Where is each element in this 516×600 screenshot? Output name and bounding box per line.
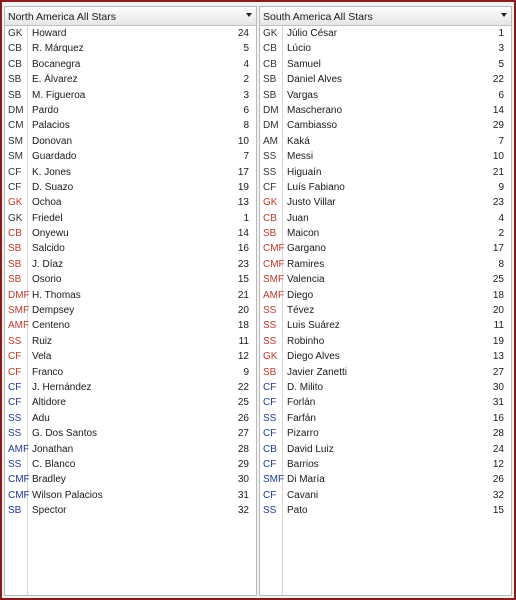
player-position: CF	[8, 351, 22, 363]
player-row[interactable]	[5, 211, 256, 226]
player-row[interactable]	[5, 288, 256, 303]
player-name: Lúcio	[287, 43, 311, 55]
player-number: 25	[492, 274, 504, 286]
player-position: CF	[263, 381, 277, 393]
player-name: Ruiz	[32, 335, 53, 347]
player-number: 31	[492, 397, 504, 409]
player-row[interactable]	[260, 180, 511, 195]
player-position: CB	[8, 43, 22, 55]
player-number: 15	[237, 274, 249, 286]
player-number: 7	[243, 151, 249, 163]
player-position: SS	[263, 412, 277, 424]
player-position: AM	[263, 135, 278, 147]
player-name: Franco	[32, 366, 64, 378]
player-row[interactable]	[260, 211, 511, 226]
player-position: SB	[263, 366, 277, 378]
player-name: Bradley	[32, 474, 66, 486]
player-number: 9	[243, 366, 249, 378]
player-number: 16	[237, 243, 249, 255]
player-row[interactable]	[5, 442, 256, 457]
player-position: CF	[263, 181, 277, 193]
player-row[interactable]	[5, 349, 256, 364]
player-name: Di María	[287, 474, 325, 486]
player-name: Spector	[32, 505, 67, 517]
player-name: Messi	[287, 151, 314, 163]
player-row[interactable]	[5, 395, 256, 410]
player-number: 3	[243, 89, 249, 101]
player-position: DM	[263, 104, 279, 116]
player-name: Luís Fabiano	[287, 181, 345, 193]
player-row[interactable]	[260, 488, 511, 503]
player-position: GK	[263, 28, 278, 39]
player-row[interactable]	[5, 411, 256, 426]
player-row[interactable]	[5, 365, 256, 380]
player-name: Palacios	[32, 120, 70, 132]
player-position: SB	[263, 228, 277, 240]
player-row[interactable]	[260, 118, 511, 133]
player-name: Tévez	[287, 305, 315, 317]
player-name: J. Díaz	[32, 258, 64, 270]
player-name: E. Álvarez	[32, 74, 78, 86]
player-name: Guardado	[32, 151, 77, 163]
player-number: 27	[492, 366, 504, 378]
player-number: 12	[492, 458, 504, 470]
player-row[interactable]	[260, 288, 511, 303]
player-position: SS	[263, 151, 277, 163]
team-panel-right	[259, 6, 512, 596]
player-number: 14	[237, 228, 249, 240]
player-row[interactable]	[260, 395, 511, 410]
player-position: AMF	[263, 289, 285, 301]
player-row[interactable]	[5, 303, 256, 318]
player-name: Onyewu	[32, 228, 69, 240]
player-row[interactable]	[260, 195, 511, 210]
player-position: AMF	[8, 443, 30, 455]
team-select-right[interactable]	[260, 7, 511, 26]
player-row[interactable]	[260, 303, 511, 318]
player-row[interactable]	[260, 457, 511, 472]
team-select-left[interactable]	[5, 7, 256, 26]
player-position: SB	[263, 74, 277, 86]
player-row[interactable]	[5, 103, 256, 118]
player-position: CF	[263, 397, 277, 409]
player-name: D. Milito	[287, 381, 324, 393]
player-name: D. Suazo	[32, 181, 74, 193]
player-position: DM	[8, 104, 24, 116]
player-number: 30	[237, 474, 249, 486]
player-position: CB	[8, 58, 22, 70]
player-number: 21	[492, 166, 504, 178]
player-position: CF	[8, 181, 22, 193]
player-name: Higuaín	[287, 166, 322, 178]
player-row[interactable]	[5, 457, 256, 472]
player-position: CF	[263, 428, 277, 440]
player-number: 2	[498, 228, 504, 240]
player-row[interactable]	[260, 149, 511, 164]
player-position: CF	[8, 397, 22, 409]
player-name: Cavani	[287, 489, 319, 501]
player-name: Forlán	[287, 397, 316, 409]
player-number: 28	[237, 443, 249, 455]
player-number: 23	[492, 197, 504, 209]
player-position: SB	[8, 243, 22, 255]
player-name: Farfán	[287, 412, 316, 424]
player-number: 18	[237, 320, 249, 332]
player-number: 26	[237, 412, 249, 424]
player-name: Bocanegra	[32, 58, 81, 70]
player-number: 12	[237, 351, 249, 363]
player-name: Wilson Palacios	[32, 489, 103, 501]
player-position: SS	[263, 320, 277, 332]
player-number: 6	[243, 104, 249, 116]
player-name: Daniel Alves	[287, 74, 343, 86]
player-row[interactable]	[5, 118, 256, 133]
player-position: SS	[8, 458, 22, 470]
player-name: Vela	[32, 351, 52, 363]
player-row[interactable]	[260, 411, 511, 426]
player-number: 17	[492, 243, 504, 255]
player-position: CB	[8, 228, 22, 240]
player-row[interactable]	[260, 72, 511, 87]
player-name: Valencia	[287, 274, 325, 286]
player-position: CMF	[263, 258, 285, 270]
player-name: Donovan	[32, 135, 73, 147]
player-list-left[interactable]	[5, 26, 256, 595]
player-number: 20	[237, 305, 249, 317]
player-name: Javier Zanetti	[287, 366, 348, 378]
player-number: 22	[237, 381, 249, 393]
player-number: 22	[492, 74, 504, 86]
player-position: SMF	[263, 274, 285, 286]
player-number: 8	[498, 258, 504, 270]
player-row[interactable]	[260, 57, 511, 72]
player-number: 19	[237, 181, 249, 193]
player-row[interactable]	[260, 165, 511, 180]
player-number: 19	[492, 335, 504, 347]
player-position: SB	[8, 274, 22, 286]
player-position: CF	[263, 489, 277, 501]
player-position: SS	[8, 428, 22, 440]
player-name: Mascherano	[287, 104, 343, 116]
player-name: R. Márquez	[32, 43, 84, 55]
player-number: 23	[237, 258, 249, 270]
player-number: 8	[243, 120, 249, 132]
player-row[interactable]	[5, 472, 256, 487]
player-position: SMF	[263, 474, 285, 486]
player-name: G. Dos Santos	[32, 428, 98, 440]
player-position: SS	[8, 335, 22, 347]
team-select-left-value: North America All Stars	[8, 11, 116, 23]
player-row[interactable]	[5, 503, 256, 518]
player-row[interactable]	[260, 365, 511, 380]
player-number: 24	[237, 28, 249, 39]
player-name: Salcido	[32, 243, 65, 255]
player-number: 1	[243, 212, 249, 224]
player-row[interactable]	[260, 41, 511, 56]
player-position: SB	[263, 89, 277, 101]
player-position: CMF	[8, 489, 30, 501]
player-position: GK	[8, 212, 23, 224]
player-position: SB	[8, 258, 22, 270]
player-row[interactable]	[260, 272, 511, 287]
player-position: SS	[263, 335, 277, 347]
player-number: 13	[237, 197, 249, 209]
player-name: David Luiz	[287, 443, 334, 455]
player-position: CB	[263, 443, 277, 455]
player-name: Centeno	[32, 320, 70, 332]
player-row[interactable]	[5, 41, 256, 56]
player-row[interactable]	[260, 380, 511, 395]
player-position: CF	[8, 166, 22, 178]
player-row[interactable]	[5, 195, 256, 210]
player-row[interactable]	[260, 134, 511, 149]
player-row[interactable]	[260, 442, 511, 457]
player-number: 5	[498, 58, 504, 70]
player-position: CB	[263, 212, 277, 224]
player-number: 27	[237, 428, 249, 440]
player-name: Ochoa	[32, 197, 62, 209]
player-row[interactable]	[260, 257, 511, 272]
player-name: Kaká	[287, 135, 310, 147]
player-name: Howard	[32, 28, 67, 39]
player-number: 13	[492, 351, 504, 363]
player-name: Altidore	[32, 397, 66, 409]
player-position: GK	[8, 197, 23, 209]
player-position: GK	[8, 28, 23, 39]
player-number: 18	[492, 289, 504, 301]
player-number: 3	[498, 43, 504, 55]
team-panel-left	[4, 6, 257, 596]
player-name: Vargas	[287, 89, 318, 101]
player-row[interactable]	[260, 472, 511, 487]
player-row[interactable]	[5, 272, 256, 287]
player-name: Justo Villar	[287, 197, 336, 209]
player-number: 17	[237, 166, 249, 178]
player-position: CB	[263, 43, 277, 55]
player-row[interactable]	[260, 349, 511, 364]
player-position: CMF	[263, 243, 285, 255]
player-number: 20	[492, 305, 504, 317]
player-name: Maicon	[287, 228, 320, 240]
player-number: 32	[492, 489, 504, 501]
player-row[interactable]	[5, 318, 256, 333]
player-name: Barrios	[287, 458, 319, 470]
player-row[interactable]	[260, 103, 511, 118]
player-row[interactable]	[260, 226, 511, 241]
player-position: CF	[263, 458, 277, 470]
player-row[interactable]	[5, 180, 256, 195]
player-name: Luis Suárez	[287, 320, 340, 332]
player-name: Adu	[32, 412, 50, 424]
player-position: CF	[8, 366, 22, 378]
player-position: SB	[8, 89, 22, 101]
player-position: SS	[263, 505, 277, 517]
player-number: 28	[492, 428, 504, 440]
player-number: 11	[238, 335, 249, 347]
player-number: 26	[492, 474, 504, 486]
player-position: SM	[8, 151, 23, 163]
player-name: Gargano	[287, 243, 326, 255]
player-row[interactable]	[5, 241, 256, 256]
player-name: Jonathan	[32, 443, 74, 455]
player-name: Osorio	[32, 274, 62, 286]
player-row[interactable]	[5, 226, 256, 241]
player-number: 15	[492, 505, 504, 517]
player-row[interactable]	[260, 334, 511, 349]
player-row[interactable]	[5, 88, 256, 103]
player-name: K. Jones	[32, 166, 71, 178]
player-name: Pizarro	[287, 428, 319, 440]
chevron-down-icon[interactable]	[501, 13, 507, 17]
player-row[interactable]	[260, 88, 511, 103]
player-name: Pato	[287, 505, 308, 517]
player-number: 10	[237, 135, 249, 147]
player-name: Júlio César	[287, 28, 338, 39]
player-number: 31	[237, 489, 249, 501]
player-name: Samuel	[287, 58, 321, 70]
player-number: 4	[243, 58, 249, 70]
window-frame	[2, 2, 514, 598]
player-number: 7	[498, 135, 504, 147]
player-row[interactable]	[5, 149, 256, 164]
player-number: 5	[243, 43, 249, 55]
player-row[interactable]	[5, 134, 256, 149]
player-number: 14	[492, 104, 504, 116]
player-name: Pardo	[32, 104, 59, 116]
player-number: 30	[492, 381, 504, 393]
player-number: 32	[237, 505, 249, 517]
player-position: GK	[263, 351, 278, 363]
player-row[interactable]	[5, 72, 256, 87]
player-number: 11	[493, 320, 504, 332]
player-position: CF	[8, 381, 22, 393]
player-name: M. Figueroa	[32, 89, 86, 101]
player-position: DMF	[8, 289, 30, 301]
player-position: SM	[8, 135, 23, 147]
player-row[interactable]	[5, 488, 256, 503]
player-position: GK	[263, 197, 278, 209]
player-number: 25	[237, 397, 249, 409]
player-position: SB	[8, 505, 22, 517]
player-name: Robinho	[287, 335, 325, 347]
player-name: Ramires	[287, 258, 325, 270]
player-number: 29	[492, 120, 504, 132]
player-name: C. Blanco	[32, 458, 76, 470]
player-number: 10	[492, 151, 504, 163]
player-position: DM	[263, 120, 279, 132]
player-position: CB	[263, 58, 277, 70]
player-name: Juan	[287, 212, 309, 224]
chevron-down-icon[interactable]	[246, 13, 252, 17]
player-position: CM	[8, 120, 24, 132]
player-row[interactable]	[260, 318, 511, 333]
player-position: AMF	[8, 320, 30, 332]
player-name: Diego	[287, 289, 314, 301]
player-number: 4	[498, 212, 504, 224]
player-position: SB	[8, 74, 22, 86]
player-row[interactable]	[5, 334, 256, 349]
player-name: Dempsey	[32, 305, 75, 317]
player-list-right[interactable]	[260, 26, 511, 595]
player-row[interactable]	[5, 426, 256, 441]
player-row[interactable]	[260, 426, 511, 441]
player-row[interactable]	[5, 165, 256, 180]
player-number: 6	[498, 89, 504, 101]
player-number: 24	[492, 443, 504, 455]
player-position: CMF	[8, 474, 30, 486]
player-number: 29	[237, 458, 249, 470]
player-position: SS	[263, 305, 277, 317]
player-name: H. Thomas	[32, 289, 81, 301]
player-position: SS	[8, 412, 22, 424]
player-number: 21	[237, 289, 249, 301]
player-number: 2	[243, 74, 249, 86]
player-row[interactable]	[260, 241, 511, 256]
player-position: SMF	[8, 305, 30, 317]
player-number: 1	[498, 28, 504, 39]
player-name: Diego Alves	[287, 351, 340, 363]
player-name: J. Hernández	[32, 381, 92, 393]
player-position: SS	[263, 166, 277, 178]
player-number: 9	[498, 181, 504, 193]
player-row[interactable]	[5, 26, 256, 41]
player-number: 16	[492, 412, 504, 424]
player-row[interactable]	[260, 26, 511, 41]
player-row[interactable]	[5, 380, 256, 395]
player-name: Cambiasso	[287, 120, 338, 132]
player-name: Friedel	[32, 212, 63, 224]
player-row[interactable]	[260, 503, 511, 518]
team-select-right-value: South America All Stars	[263, 11, 373, 23]
player-row[interactable]	[5, 257, 256, 272]
player-row[interactable]	[5, 57, 256, 72]
